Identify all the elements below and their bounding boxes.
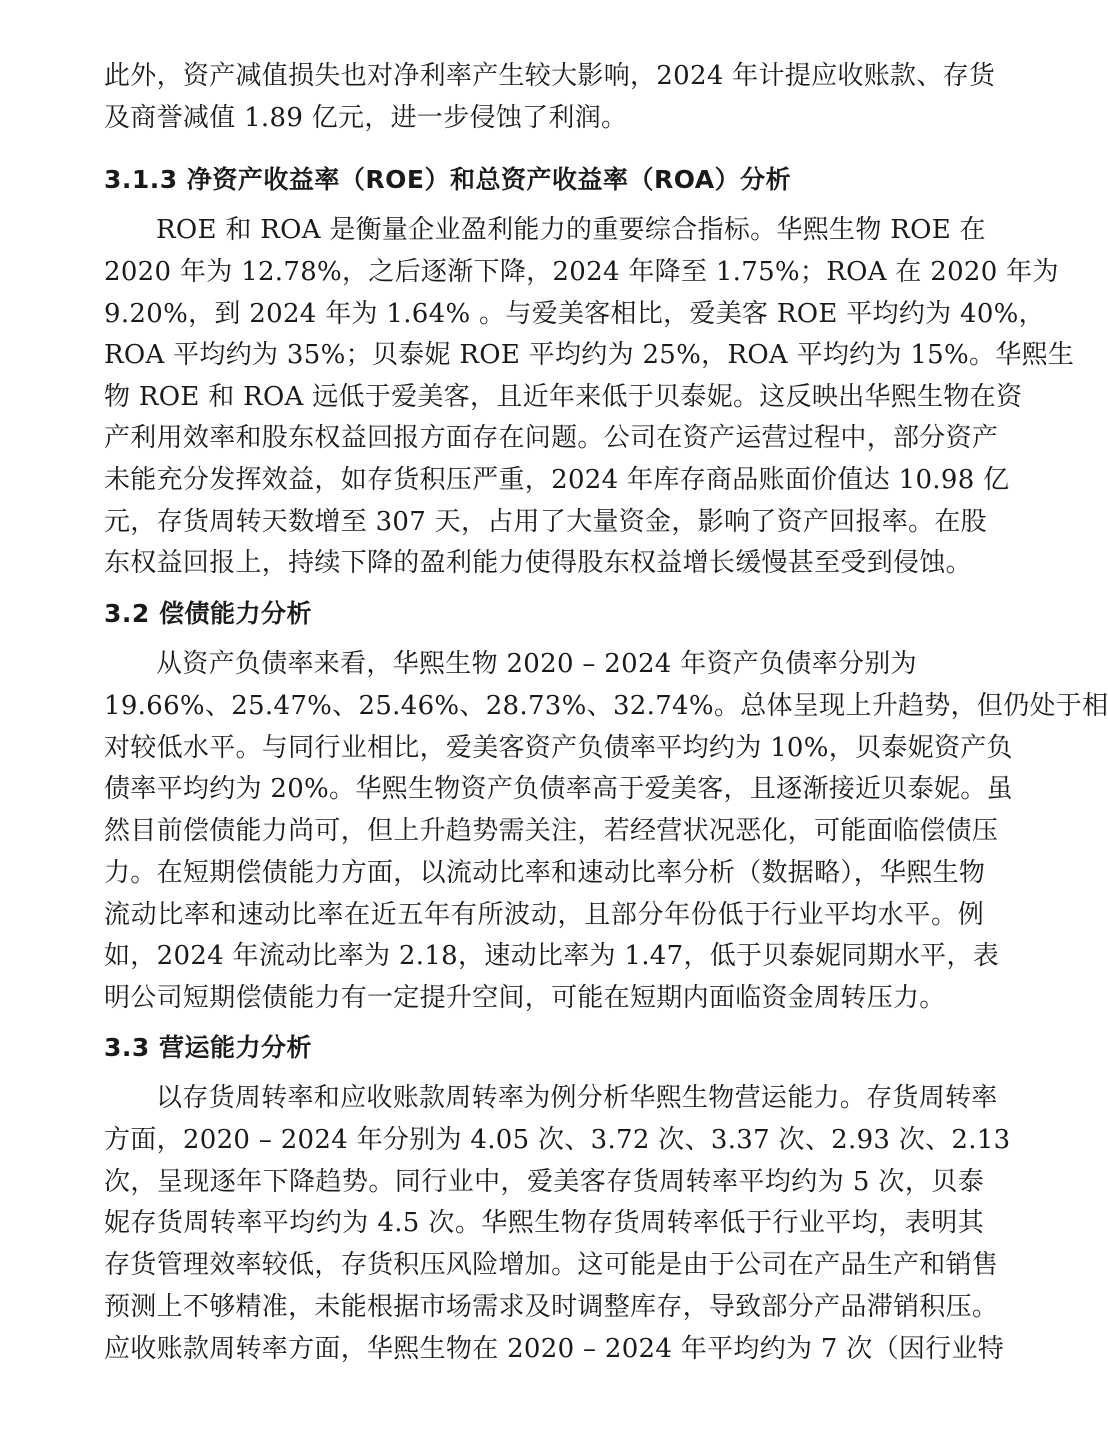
paragraph-line: 明公司短期偿债能力有一定提升空间，可能在短期内面临资金周转压力。 xyxy=(104,983,946,1013)
paragraph-line: ROA 平均约为 35%；贝泰妮 ROE 平均约为 25%，ROA 平均约为 15%。华熙生 xyxy=(104,340,1075,370)
paragraph-line: 预测上不够精准，未能根据市场需求及时调整库存，导致部分产品滞销积压。 xyxy=(104,1292,999,1322)
paragraph-line: 应收账款周转率方面，华熙生物在 2020 – 2024 年平均约为 7 次（因行业特 xyxy=(104,1334,1005,1364)
intro-line-2: 及商誉减值 1.89 亿元，进一步侵蚀了利润。 xyxy=(104,103,628,133)
section-heading-3-1-3: 3.1.3 净资产收益率（ROE）和总资产收益率（ROA）分析 xyxy=(104,165,792,194)
paragraph-line: 债率平均约为 20%。华熙生物资产负债率高于爱美客，且逐渐接近贝泰妮。虽 xyxy=(104,774,1013,804)
section-heading-3-3: 3.3 营运能力分析 xyxy=(104,1033,312,1062)
section-heading-3-2: 3.2 偿债能力分析 xyxy=(104,599,312,628)
paragraph-line: ROE 和 ROA 是衡量企业盈利能力的重要综合指标。华熙生物 ROE 在 xyxy=(156,215,986,245)
paragraph-line: 流动比率和速动比率在近五年有所波动，且部分年份低于行业平均水平。例 xyxy=(104,900,984,930)
paragraph-line: 力。在短期偿债能力方面，以流动比率和速动比率分析（数据略），华熙生物 xyxy=(104,858,986,888)
paragraph-line: 方面，2020 – 2024 年分别为 4.05 次、3.72 次、3.37 次、2.93 次、2.13 xyxy=(104,1125,1011,1155)
paragraph-line: 东权益回报上，持续下降的盈利能力使得股东权益增长缓慢甚至受到侵蚀。 xyxy=(104,548,972,578)
paragraph-line: 存货管理效率较低，存货积压风险增加。这可能是由于公司在产品生产和销售 xyxy=(104,1250,999,1280)
paragraph-line: 如，2024 年流动比率为 2.18，速动比率为 1.47，低于贝泰妮同期水平，表 xyxy=(104,941,1000,971)
paragraph-line: 未能充分发挥效益，如存货积压严重，2024 年库存商品账面价值达 10.98 亿 xyxy=(104,465,1010,495)
paragraph-line: 次，呈现逐年下降趋势。同行业中，爱美客存货周转率平均约为 5 次，贝泰 xyxy=(104,1167,984,1197)
paragraph-line: 产利用效率和股东权益回报方面存在问题。公司在资产运营过程中，部分资产 xyxy=(104,423,999,453)
paragraph-line: 物 ROE 和 ROA 远低于爱美客，且近年来低于贝泰妮。这反映出华熙生物在资 xyxy=(104,382,1023,412)
paragraph-line: 妮存货周转率平均约为 4.5 次。华熙生物存货周转率低于行业平均，表明其 xyxy=(104,1208,984,1238)
paragraph-line: 对较低水平。与同行业相比，爱美客资产负债率平均约为 10%，贝泰妮资产负 xyxy=(104,733,1013,763)
paragraph-line: 9.20%，到 2024 年为 1.64% 。与爱美客相比，爱美客 ROE 平均约为 40%， xyxy=(104,299,1045,329)
paragraph-line: 元，存货周转天数增至 307 天，占用了大量资金，影响了资产回报率。在股 xyxy=(104,507,987,537)
paragraph-line: 2020 年为 12.78%，之后逐渐下降，2024 年降至 1.75%；ROA 在 2020 年为 xyxy=(104,257,1059,287)
paragraph-line: 19.66%、25.47%、25.46%、28.73%、32.74%。总体呈现上升趋势，但仍处于相 xyxy=(104,691,1108,721)
paragraph-line: 从资产负债率来看，华熙生物 2020 – 2024 年资产负债率分别为 xyxy=(156,649,917,679)
paragraph-line: 以存货周转率和应收账款周转率为例分析华熙生物营运能力。存货周转率 xyxy=(156,1083,998,1113)
intro-line-1: 此外，资产减值损失也对净利率产生较大影响，2024 年计提应收账款、存货 xyxy=(104,61,996,91)
paragraph-line: 然目前偿债能力尚可，但上升趋势需关注，若经营状况恶化，可能面临偿债压 xyxy=(104,816,999,846)
